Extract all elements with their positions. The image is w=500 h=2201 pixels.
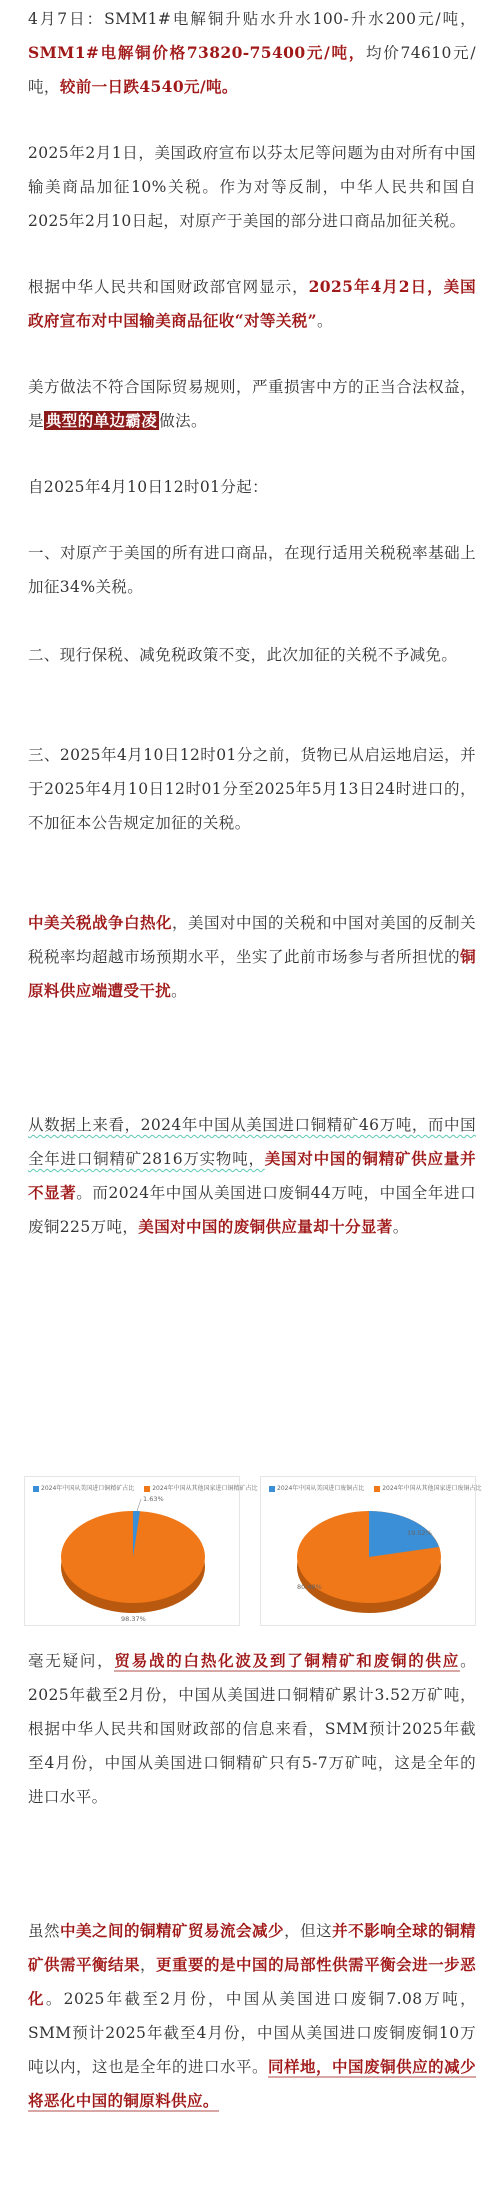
paragraph-impact [28, 1644, 476, 1814]
unilateral-intro: 美方做法不符合国际贸易规则，严重损害中方的正当合法权益，是 [28, 378, 476, 430]
slice-label-usa: 19.52% [407, 1529, 432, 1537]
paragraph-data [28, 1108, 476, 1244]
data-concentrate: 从数据上来看，2024年中国从美国进口铜精矿46万吨，而中国全年进口铜精矿2816万实物吨， [28, 1116, 476, 1168]
balance-body: 。2025年截至2月份，中国从美国进口废铜7.08万吨，SMM预计2025年截至4月份，中国从美国进口废铜废铜10万吨以内，这也是全年的进口水平。 [28, 1990, 476, 2076]
unilateral-highlight: 典型的单边霸凌 [45, 411, 158, 430]
balance-mid: ，但这 [284, 1922, 333, 1940]
legend-label-other: 2024年中国从其他国家进口铜精矿占比 [152, 1485, 258, 1492]
paragraph-item-2: 二、现行保税、减免税政策不变，此次加征的关税不予减免。 [28, 646, 458, 664]
paragraph-unilateral [28, 370, 476, 438]
data-end: 。 [392, 1218, 409, 1236]
chart-concentrate [24, 1476, 258, 1626]
balance-highlight-1: 中美之间的铜精矿贸易流会减少 [60, 1921, 285, 1940]
concentrate-highlight: 美国对中国的铜精矿供应量并不显著 [28, 1149, 476, 1202]
legend-label-usa: 2024年中国从美国进口废铜占比 [277, 1485, 365, 1492]
balance-sep: ， [140, 1956, 157, 1974]
price-range: SMM1#电解铜价格73820-75400元/吨， [28, 43, 366, 62]
paragraph-price [28, 2, 476, 104]
legend-label-other: 2024年中国从其他国家进口废铜占比 [382, 1485, 482, 1492]
label-leader [137, 1499, 141, 1511]
ministry-intro: 根据中华人民共和国财政部官网显示， [28, 278, 309, 296]
trade-war-body: ，美国对中国的关税和中国对美国的反制关税税率均超越市场预期水平，坐实了此前市场参与者所担忧的 [28, 914, 476, 966]
chart-scrap [260, 1476, 482, 1626]
slice-label-usa: 1.63% [143, 1495, 164, 1503]
balance-conclusion: 同样地，中国废铜供应的减少将恶化中国的铜原料供应。 [28, 2057, 476, 2110]
paragraph-item-3: 三、2025年4月10日12时01分之前，货物已从启运地启运，并于2025年4月10日12时01分至2025年5月13日24时进口的，不加征本公告规定加征的关税。 [28, 746, 476, 832]
balance-intro: 虽然 [28, 1922, 61, 1940]
unilateral-end: 做法。 [159, 412, 207, 430]
legend-swatch-other [374, 1486, 380, 1492]
price-intro: 4月7日：SMM1#电解铜升贴水升水100-升水200元/吨， [28, 10, 476, 28]
paragraph-trade-war [28, 906, 476, 1008]
ministry-end: 。 [316, 312, 333, 330]
price-average: 均价74610元/吨， [28, 44, 476, 96]
pie-charts [24, 1476, 482, 1626]
ministry-highlight: 2025年4月2日，美国政府宣布对中国输美商品征收“对等关税” [28, 277, 476, 330]
balance-highlight-3: 更重要的是中国的局部性供需平衡会进一步恶化 [28, 1955, 476, 2008]
paragraph-balance [28, 1914, 476, 2118]
paragraph-tariff-feb: 2025年2月1日，美国政府宣布以芬太尼等问题为由对所有中国输美商品加征10%关税。作为对等反制，中华人民共和国自2025年2月10日起，对原产于美国的部分进口商品加征关税。 [28, 144, 476, 230]
scrap-highlight: 美国对中国的废铜供应量却十分显著 [138, 1217, 393, 1236]
trade-war-highlight: 中美关税战争白热化 [28, 913, 173, 932]
legend-swatch-other [144, 1486, 150, 1492]
pie-svg-left [25, 1493, 241, 1627]
chart-legend [269, 1483, 482, 1492]
impact-intro: 毫无疑问， [28, 1652, 115, 1670]
impact-highlight: 贸易战的白热化波及到了铜精矿和废铜的供应 [114, 1651, 461, 1670]
supply-disruption-highlight: 铜原料供应端遭受干扰 [28, 947, 476, 1000]
legend-swatch-usa [33, 1486, 39, 1492]
slice-label-other: 98.37% [121, 1615, 146, 1623]
trade-war-end: 。 [171, 982, 188, 1000]
impact-body: 。2025年截至2月份，中国从美国进口铜精矿累计3.52万矿吨，根据中华人民共和国财政部的信息来看，SMM预计2025年截至4月份，中国从美国进口铜精矿只有5-7万矿吨，这是全年的进口水平。 [28, 1652, 476, 1806]
paragraph-ministry [28, 270, 476, 338]
legend-label-usa: 2024年中国从美国进口铜精矿占比 [41, 1485, 135, 1492]
paragraph-effective-date: 自2025年4月10日12时01分起： [28, 478, 269, 496]
legend-swatch-usa [269, 1486, 275, 1492]
data-scrap: 。而2024年中国从美国进口废铜44万吨，中国全年进口废铜225万吨， [28, 1184, 476, 1236]
balance-highlight-2: 并不影响全球的铜精矿供需平衡结果 [28, 1921, 476, 1974]
chart-legend [33, 1483, 258, 1492]
pie-svg-right [261, 1493, 477, 1627]
paragraph-item-1: 一、对原产于美国的所有进口商品，在现行适用关税税率基础上加征34%关税。 [28, 544, 476, 596]
slice-label-other: 80.48% [297, 1583, 322, 1591]
price-change: 较前一日跌4540元/吨。 [59, 77, 238, 96]
